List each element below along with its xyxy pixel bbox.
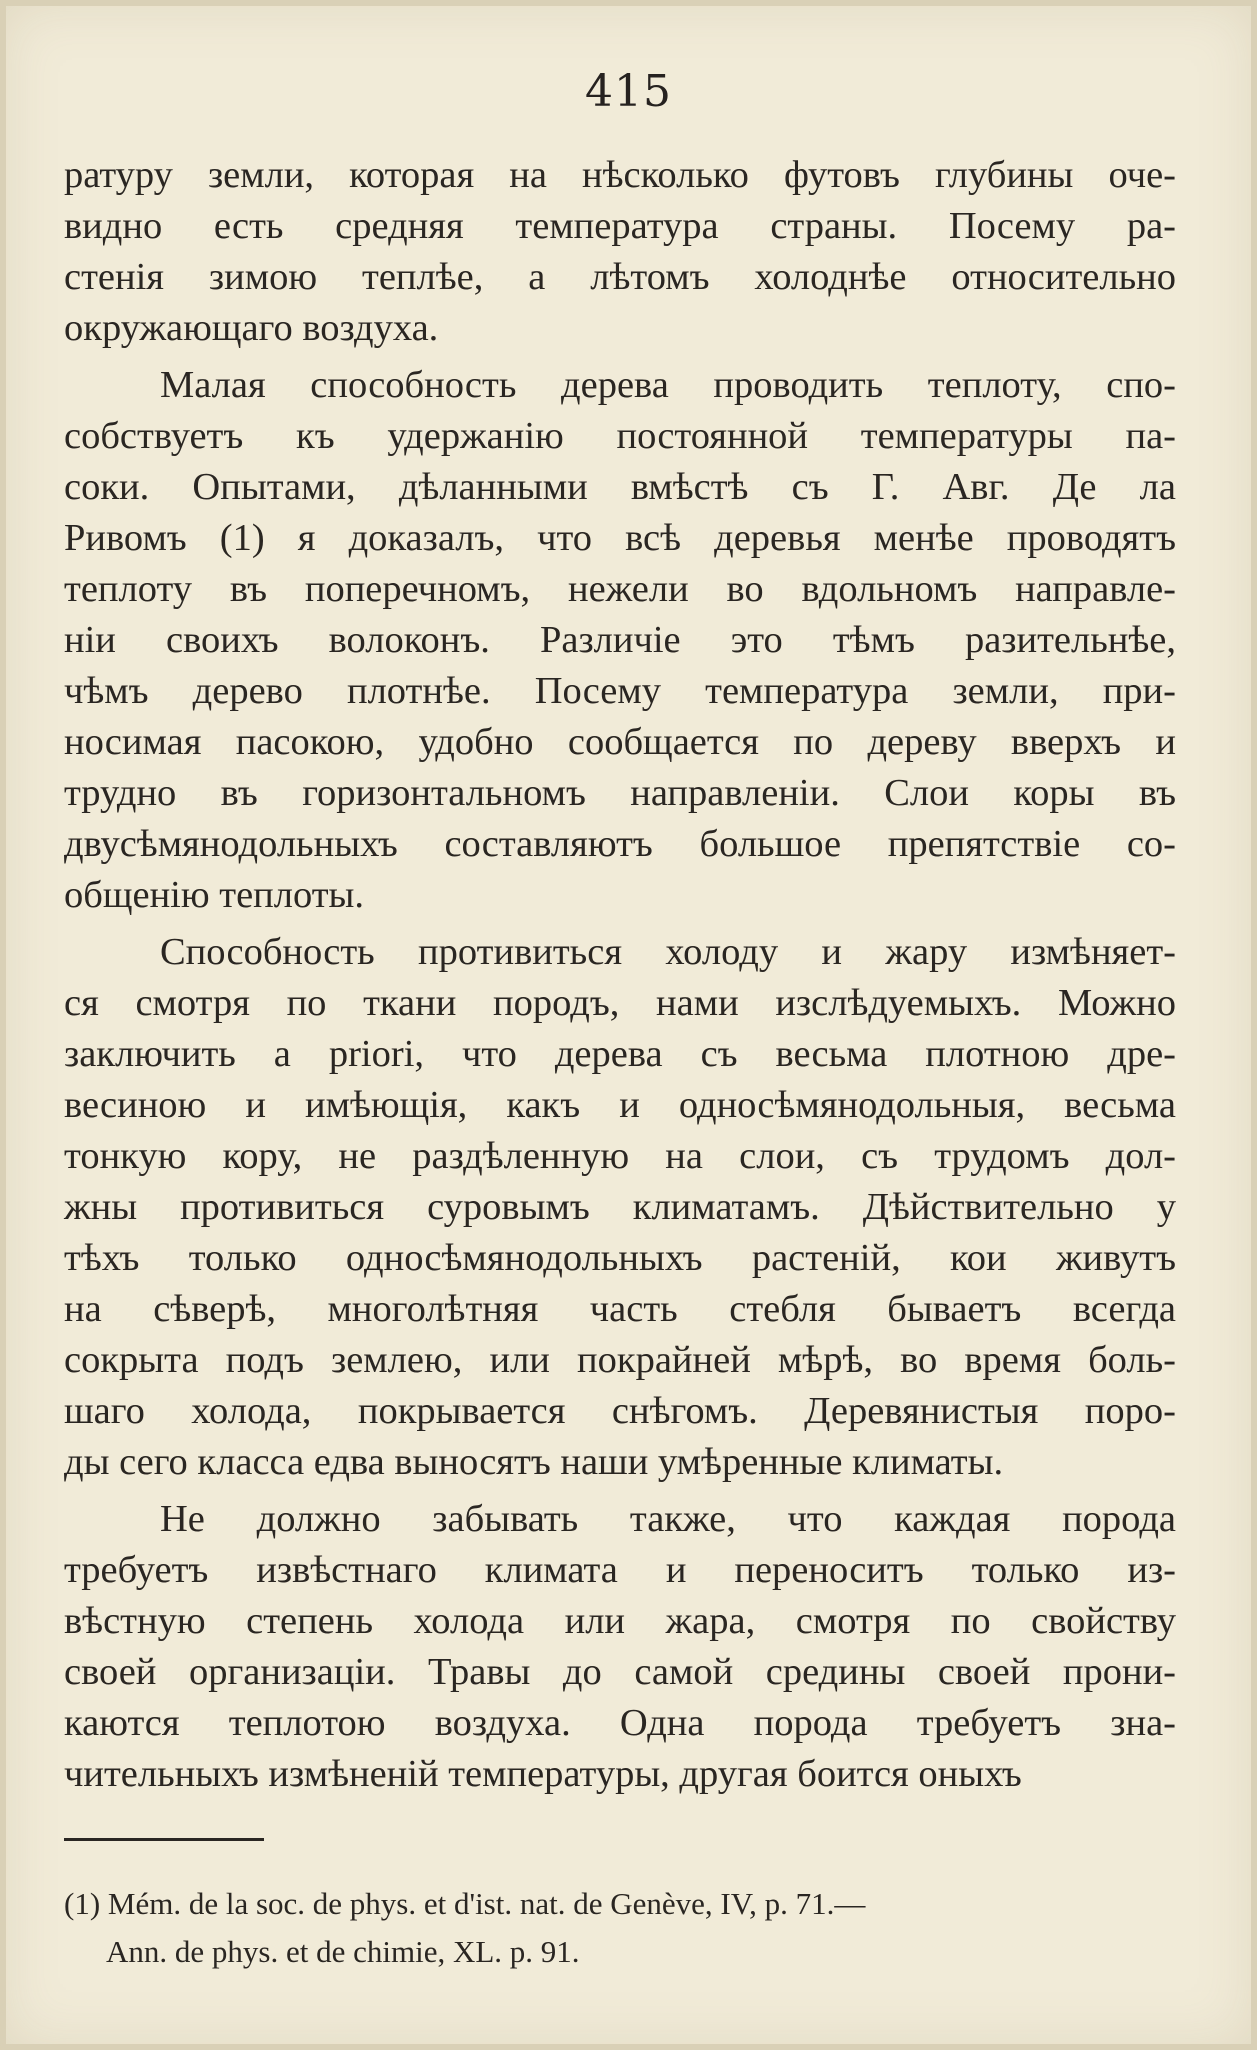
text-line: видно есть средняя температура страны. Посему ра- bbox=[64, 205, 1176, 247]
paragraph bbox=[64, 360, 1176, 921]
footnotes bbox=[64, 1880, 1176, 1976]
text-line: общенію теплоты. bbox=[64, 874, 365, 916]
text-line: жны противиться суровымъ климатамъ. Дѣйствительно у bbox=[64, 1186, 1176, 1228]
text-line: ся смотря по ткани породъ, нами изслѣдуемыхъ. Можно bbox=[64, 982, 1176, 1024]
text-line: ніи своихъ волоконъ. Различіе это тѣмъ разительнѣе, bbox=[64, 619, 1176, 661]
footnote-divider bbox=[64, 1838, 264, 1841]
text-line: ратуру земли, которая на нѣсколько футовъ глубины оче- bbox=[64, 154, 1176, 196]
text-line: вѣстную степень холода или жара, смотря по свойству bbox=[64, 1600, 1176, 1642]
text-line: каются теплотою воздуха. Одна порода требуетъ зна- bbox=[64, 1702, 1176, 1744]
text-line: трудно въ горизонтальномъ направленіи. Слои коры въ bbox=[64, 772, 1176, 814]
text-line: Способность противиться холоду и жару измѣняет- bbox=[160, 931, 1176, 973]
text-line: теплоту въ поперечномъ, нежели во вдольномъ направле- bbox=[64, 568, 1176, 610]
text-line: окружающаго воздуха. bbox=[64, 307, 439, 349]
text-line: соки. Опытами, дѣланными вмѣстѣ съ Г. Авг. Де ла bbox=[64, 466, 1176, 508]
text-line: двусѣмянодольныхъ составляютъ большое препятствіе со- bbox=[64, 823, 1176, 865]
text-line: сокрыта подъ землею, или покрайней мѣрѣ, во время боль- bbox=[64, 1339, 1176, 1381]
text-line: на сѣверѣ, многолѣтняя часть стебля бываетъ всегда bbox=[64, 1288, 1176, 1330]
paragraph bbox=[64, 150, 1176, 354]
text-line: Малая способность дерева проводить теплоту, спо- bbox=[160, 364, 1176, 406]
paragraph bbox=[64, 927, 1176, 1488]
page-number: 415 bbox=[585, 66, 672, 117]
text-line: весиною и имѣющія, какъ и односѣмянодольныя, весьма bbox=[64, 1084, 1176, 1126]
footnote-line: (1) Mém. de la soc. de phys. et d'ist. nat. de Genève, IV, p. 71.— bbox=[64, 1886, 866, 1921]
text-line: тѣхъ только односѣмянодольныхъ растеній, кои живутъ bbox=[64, 1237, 1176, 1279]
text-line: тонкую кору, не раздѣленную на слои, съ трудомъ дол- bbox=[64, 1135, 1176, 1177]
text-line: заключить а priori, что дерева съ весьма плотною дре- bbox=[64, 1033, 1176, 1075]
text-line: Не должно забывать также, что каждая порода bbox=[160, 1498, 1176, 1540]
text-line: требуетъ извѣстнаго климата и переноситъ только из- bbox=[64, 1549, 1176, 1591]
footnote-line: Ann. de phys. et de chimie, XL. p. 91. bbox=[106, 1934, 580, 1969]
text-line: своей организаціи. Травы до самой средины своей прони- bbox=[64, 1651, 1176, 1693]
paragraph bbox=[64, 1494, 1176, 1800]
text-line: ды сего класса едва выносятъ наши умѣренные климаты. bbox=[64, 1441, 1004, 1483]
text-line: чѣмъ дерево плотнѣе. Посему температура земли, при- bbox=[64, 670, 1176, 712]
body-text bbox=[64, 150, 1176, 1806]
text-line: стенія зимою теплѣе, а лѣтомъ холоднѣе относительно bbox=[64, 256, 1176, 298]
text-line: шаго холода, покрывается снѣгомъ. Деревянистыя поро- bbox=[64, 1390, 1176, 1432]
text-line: Ривомъ (1) я доказалъ, что всѣ деревья менѣе проводятъ bbox=[64, 517, 1176, 559]
text-line: носимая пасокою, удобно сообщается по дереву вверхъ и bbox=[64, 721, 1176, 763]
text-line: чительныхъ измѣненій температуры, другая боится оныхъ bbox=[64, 1753, 1022, 1795]
text-line: собствуетъ къ удержанію постоянной температуры па- bbox=[64, 415, 1176, 457]
